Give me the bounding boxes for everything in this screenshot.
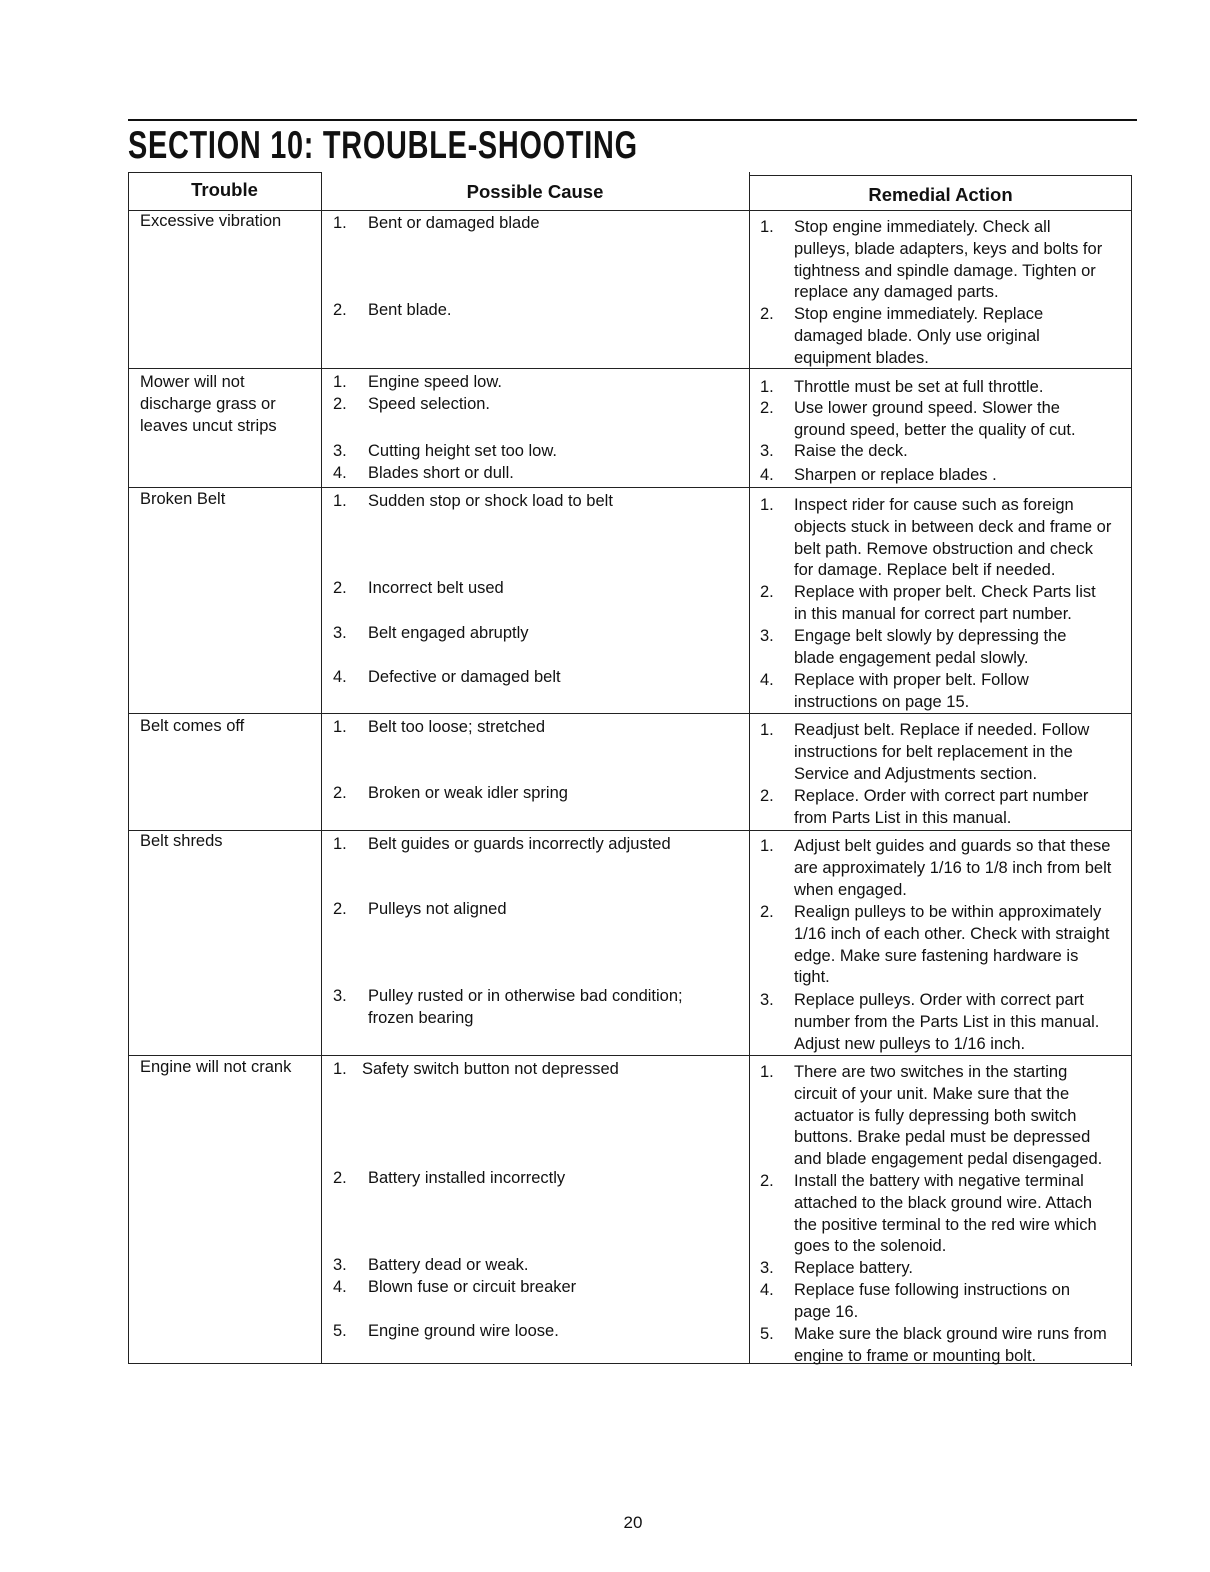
- action-number: 1.: [760, 1063, 774, 1081]
- cause-text: Battery installed incorrectly: [368, 1169, 566, 1187]
- column-divider: [1131, 175, 1132, 1366]
- trouble-cell: Belt shreds: [140, 832, 223, 850]
- action-text: Inspect rider for cause such as foreign objects stuck in between deck and frame or belt path. Remove obstruction and check for damage. Replace belt if needed.: [794, 496, 1112, 580]
- cause-number: 2.: [333, 784, 347, 802]
- action-number: 1.: [760, 378, 774, 396]
- cause-number: 2.: [333, 301, 347, 319]
- cause-number: 1.: [333, 835, 347, 853]
- cause-number: 4.: [333, 1278, 347, 1296]
- cause-text: Blades short or dull.: [368, 464, 514, 482]
- cause-text: Defective or damaged belt: [368, 668, 561, 686]
- trouble-cell: Engine will not crank: [140, 1058, 292, 1076]
- action-number: 1.: [760, 837, 774, 855]
- cause-number: 5.: [333, 1322, 347, 1340]
- action-text: Replace with proper belt. Check Parts list in this manual for correct part number.: [794, 583, 1096, 623]
- action-text: Replace with proper belt. Follow instructions on page 15.: [794, 671, 1029, 711]
- cause-text: Belt guides or guards incorrectly adjusted: [368, 835, 671, 853]
- action-text: Throttle must be set at full throttle.: [794, 378, 1044, 396]
- action-text: Replace fuse following instructions on page 16.: [794, 1281, 1071, 1321]
- action-number: 4.: [760, 466, 774, 484]
- cause-text: Bent or damaged blade: [368, 214, 540, 232]
- cause-number: 3.: [333, 987, 347, 1005]
- action-text: Replace pulleys. Order with correct part number from the Parts List in this manual. Adjust new pulleys to 1/16 inch.: [794, 991, 1100, 1053]
- cause-number: 4.: [333, 668, 347, 686]
- cause-text: Speed selection.: [368, 395, 491, 413]
- cause-number: 1.: [333, 492, 347, 510]
- action-text: Raise the deck.: [794, 442, 908, 460]
- cause-text: Cutting height set too low.: [368, 442, 557, 460]
- header-trouble: Trouble: [191, 179, 258, 200]
- cause-text: Blown fuse or circuit breaker: [368, 1278, 577, 1296]
- top-rule: [128, 119, 1137, 121]
- action-number: 3.: [760, 442, 774, 460]
- row-divider: [128, 830, 1132, 831]
- cause-text: Battery dead or weak.: [368, 1256, 529, 1274]
- cause-number: 1.: [333, 718, 347, 736]
- action-number: 3.: [760, 991, 774, 1009]
- action-text: There are two switches in the starting circuit of your unit. Make sure that the actuator is fully depressing both switch buttons. Brake pedal must be depressed and blade engagement pedal disengaged.: [794, 1063, 1103, 1169]
- action-number: 4.: [760, 1281, 774, 1299]
- trouble-cell: Excessive vibration: [140, 212, 282, 230]
- column-divider: [128, 172, 129, 1363]
- header-possible-cause: Possible Cause: [466, 181, 604, 202]
- cause-text: Belt too loose; stretched: [368, 718, 546, 736]
- cause-number: 2.: [333, 579, 347, 597]
- action-number: 2.: [760, 787, 774, 805]
- cause-number: 1.: [333, 1060, 347, 1078]
- action-text: Engage belt slowly by depressing the blade engagement pedal slowly.: [794, 627, 1067, 667]
- trouble-cell: Belt comes off: [140, 717, 245, 735]
- cause-number: 2.: [333, 1169, 347, 1187]
- cause-text: Incorrect belt used: [368, 579, 504, 597]
- cause-number: 2.: [333, 395, 347, 413]
- cause-text: Pulleys not aligned: [368, 900, 507, 918]
- table-top-border: [128, 172, 321, 173]
- header-remedial-action: Remedial Action: [868, 184, 1013, 205]
- action-number: 1.: [760, 496, 774, 514]
- action-number: 2.: [760, 1172, 774, 1190]
- cause-number: 1.: [333, 214, 347, 232]
- trouble-cell: Broken Belt: [140, 490, 226, 508]
- action-text: Make sure the black ground wire runs from engine to frame or mounting bolt.: [794, 1325, 1107, 1365]
- cause-number: 4.: [333, 464, 347, 482]
- cause-text: Sudden stop or shock load to belt: [368, 492, 613, 510]
- row-divider: [128, 487, 1132, 488]
- action-number: 2.: [760, 399, 774, 417]
- column-divider: [321, 172, 322, 1363]
- action-text: Replace battery.: [794, 1259, 913, 1277]
- action-number: 2.: [760, 903, 774, 921]
- action-text: Realign pulleys to be within approximately 1/16 inch of each other. Check with straight edge. Make sure fastening hardware is tight.: [794, 903, 1110, 987]
- trouble-cell: Mower will not discharge grass or leaves uncut strips: [140, 373, 277, 435]
- cause-text: Broken or weak idler spring: [368, 784, 568, 802]
- action-number: 1.: [760, 721, 774, 739]
- action-number: 4.: [760, 671, 774, 689]
- action-number: 1.: [760, 218, 774, 236]
- cause-number: 2.: [333, 900, 347, 918]
- cause-text: Engine speed low.: [368, 373, 502, 391]
- cause-number: 3.: [333, 624, 347, 642]
- action-text: Install the battery with negative terminal attached to the black ground wire. Attach the positive terminal to the red wire which goes to the solenoid.: [794, 1172, 1097, 1256]
- cause-text: Engine ground wire loose.: [368, 1322, 559, 1340]
- page-number: 20: [623, 1513, 643, 1532]
- cause-text: Belt engaged abruptly: [368, 624, 529, 642]
- cause-number: 3.: [333, 442, 347, 460]
- action-text: Stop engine immediately. Replace damaged blade. Only use original equipment blades.: [794, 305, 1044, 367]
- cause-text: Safety switch button not depressed: [362, 1060, 619, 1078]
- cause-number: 1.: [333, 373, 347, 391]
- column-divider: [749, 172, 750, 1363]
- cause-number: 3.: [333, 1256, 347, 1274]
- action-text: Sharpen or replace blades .: [794, 466, 997, 484]
- action-text: Readjust belt. Replace if needed. Follow instructions for belt replacement in the Service and Adjustments section.: [794, 721, 1090, 783]
- action-number: 2.: [760, 583, 774, 601]
- action-text: Replace. Order with correct part number from Parts List in this manual.: [794, 787, 1089, 827]
- action-number: 5.: [760, 1325, 774, 1343]
- action-text: Stop engine immediately. Check all pulleys, blade adapters, keys and bolts for tightness and spindle damage. Tighten or replace any damaged parts.: [794, 218, 1103, 302]
- action-text: Use lower ground speed. Slower the ground speed, better the quality of cut.: [794, 399, 1076, 439]
- action-number: 3.: [760, 1259, 774, 1277]
- section-title: SECTION 10: TROUBLE-SHOOTING: [128, 124, 638, 167]
- action-number: 2.: [760, 305, 774, 323]
- action-text: Adjust belt guides and guards so that these are approximately 1/16 to 1/8 inch from belt when engaged.: [794, 837, 1112, 899]
- cause-text: Bent blade.: [368, 301, 452, 319]
- table-top-border: [749, 175, 1132, 176]
- cause-text: Pulley rusted or in otherwise bad condition; frozen bearing: [368, 987, 683, 1027]
- action-number: 3.: [760, 627, 774, 645]
